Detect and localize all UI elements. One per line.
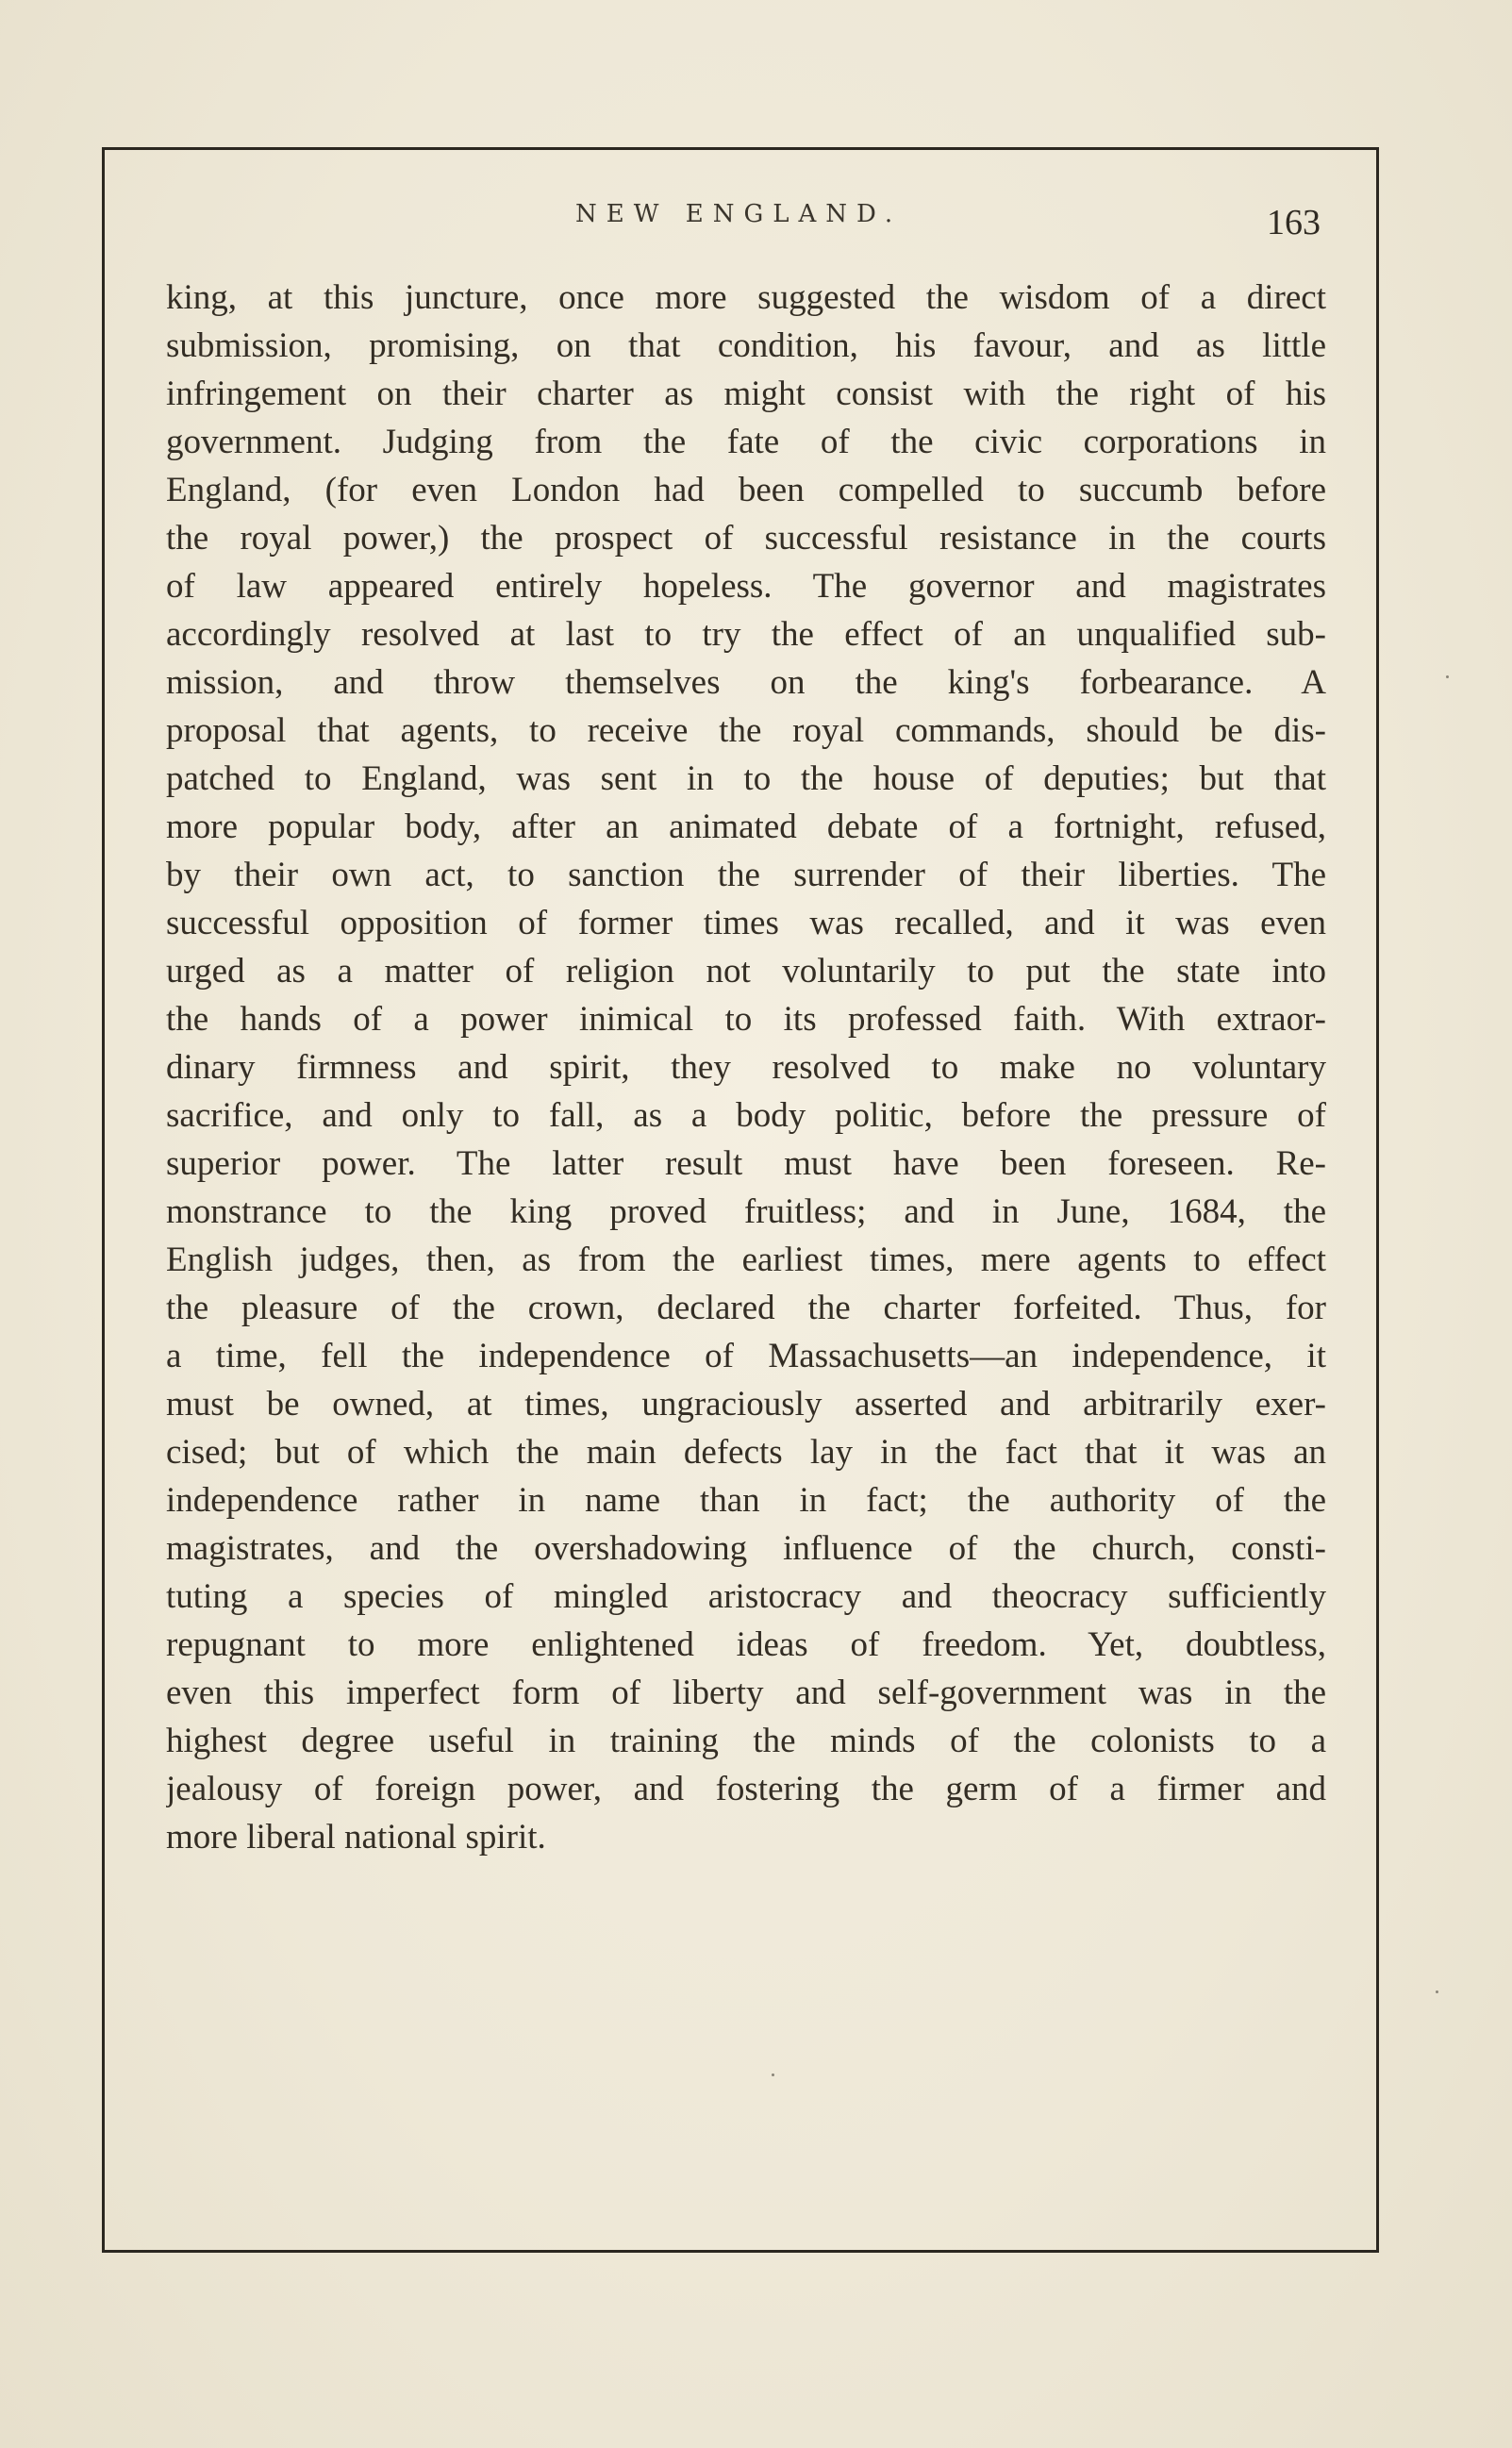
text-line: England, (for even London had been compelled to succumb before: [166, 471, 1326, 509]
text-line: jealousy of foreign power, and fostering the germ of a firmer and: [166, 1770, 1326, 1808]
text-line: patched to England, was sent in to the house of deputies; but that: [166, 759, 1326, 798]
text-line: urged as a matter of religion not voluntarily to put the state into: [166, 952, 1326, 991]
text-line: English judges, then, as from the earliest times, mere agents to effect: [166, 1241, 1326, 1279]
text-line: superior power. The latter result must have been foreseen. Re-: [166, 1144, 1326, 1183]
text-line: the hands of a power inimical to its professed faith. With extraor-: [166, 1000, 1326, 1039]
text-line: repugnant to more enlightened ideas of freedom. Yet, doubtless,: [166, 1625, 1326, 1664]
text-line: a time, fell the independence of Massachusetts—an independence, it: [166, 1337, 1326, 1375]
text-line: the royal power,) the prospect of successful resistance in the courts: [166, 519, 1326, 558]
text-line: accordingly resolved at last to try the effect of an unqualified sub-: [166, 615, 1326, 654]
text-line: magistrates, and the overshadowing influence of the church, consti-: [166, 1529, 1326, 1568]
text-line: even this imperfect form of liberty and self-government was in the: [166, 1674, 1326, 1712]
running-head: NEW ENGLAND.: [575, 200, 903, 228]
text-line: government. Judging from the fate of the civic corporations in: [166, 423, 1326, 461]
text-line: dinary firmness and spirit, they resolved to make no voluntary: [166, 1048, 1326, 1087]
text-line: cised; but of which the main defects lay in the fact that it was an: [166, 1433, 1326, 1472]
text-line: monstrance to the king proved fruitless; and in June, 1684, the: [166, 1192, 1326, 1231]
text-line: king, at this juncture, once more suggested the wisdom of a direct: [166, 278, 1326, 317]
text-line: independence rather in name than in fact; the authority of the: [166, 1481, 1326, 1520]
text-line: mission, and throw themselves on the king's forbearance. A: [166, 663, 1326, 702]
text-line: must be owned, at times, ungraciously asserted and arbitrarily exer-: [166, 1385, 1326, 1424]
text-line: infringement on their charter as might consist with the right of his: [166, 375, 1326, 413]
page-number: 163: [1267, 203, 1321, 242]
text-line: submission, promising, on that condition, his favour, and as little: [166, 326, 1326, 365]
text-line: of law appeared entirely hopeless. The governor and magistrates: [166, 567, 1326, 606]
text-line: tuting a species of mingled aristocracy and theocracy sufficiently: [166, 1577, 1326, 1616]
paper-speck: [1446, 675, 1449, 678]
text-line: successful opposition of former times was recalled, and it was even: [166, 904, 1326, 942]
text-line-last: more liberal national spirit.: [166, 1818, 546, 1857]
paper-speck: [772, 2073, 774, 2076]
text-line: highest degree useful in training the minds of the colonists to a: [166, 1722, 1326, 1760]
body-paragraph: [166, 274, 1326, 1861]
text-line: more popular body, after an animated debate of a fortnight, refused,: [166, 808, 1326, 846]
paper-speck: [1436, 1990, 1438, 1993]
text-line: sacrifice, and only to fall, as a body politic, before the pressure of: [166, 1096, 1326, 1135]
text-line: proposal that agents, to receive the royal commands, should be dis-: [166, 711, 1326, 750]
text-line: the pleasure of the crown, declared the charter forfeited. Thus, for: [166, 1289, 1326, 1327]
text-line: by their own act, to sanction the surrender of their liberties. The: [166, 856, 1326, 894]
